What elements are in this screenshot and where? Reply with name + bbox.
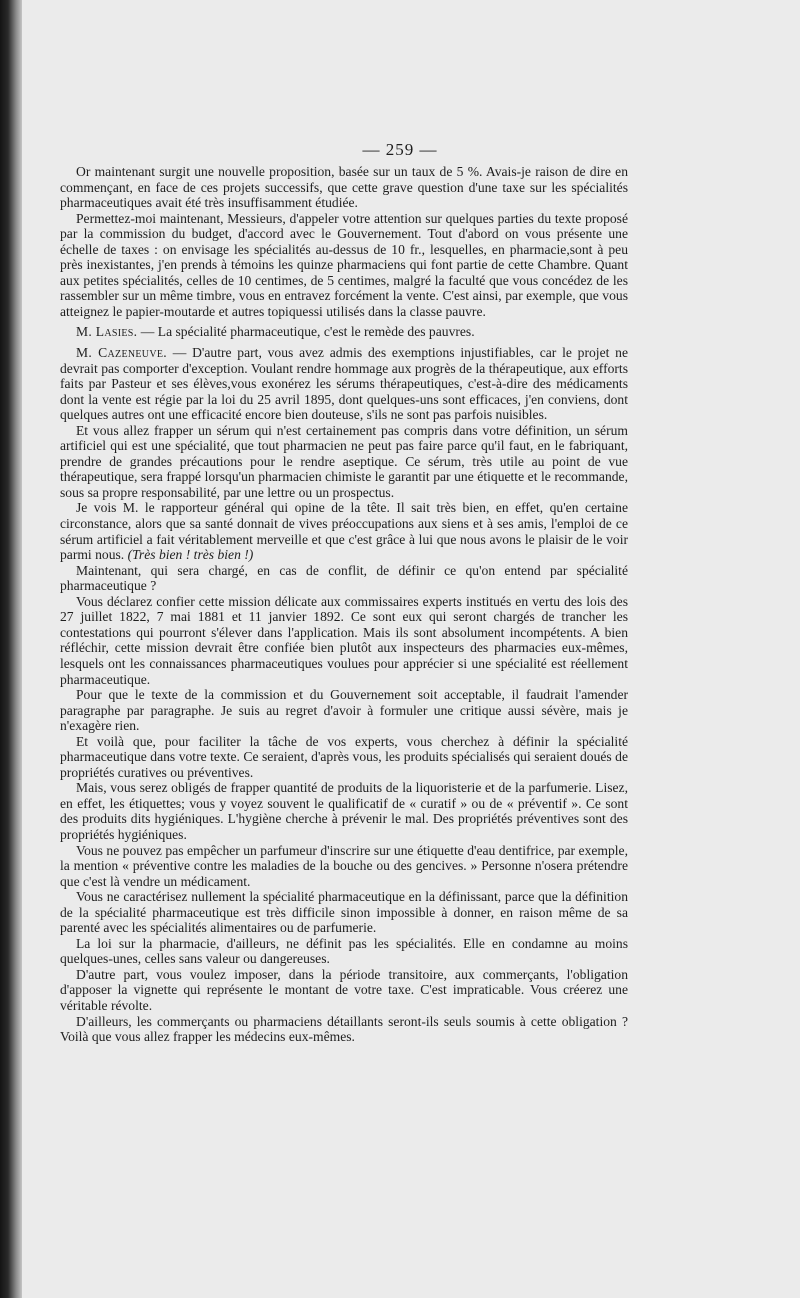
paragraph: La loi sur la pharmacie, d'ailleurs, ne définit pas les spécialités. Elle en condamne au moins quelques-unes, celles sans valeur ou dangereuses. xyxy=(60,935,628,967)
paragraph: Mais, vous serez obligés de frapper quantité de produits de la liquoristerie et de la parfumerie. Lisez, en effet, les étiquettes; vous y voyez souvent le qualificatif de « curatif » ou de « préventif ». Ce sont des produits dits hygiéniques. L'hygiène cherche à prévenir le mal. Des propriétés préventives sont des propriétés hygiéniques. xyxy=(60,780,628,842)
book-binding-edge xyxy=(0,0,24,1298)
paragraph: Et voilà que, pour faciliter la tâche de vos experts, vous cherchez à définir la spécialité pharmaceutique dans votre texte. Ce seraient, d'après vous, les produits spécialisés qui seraient doués de propriétés curatives ou préventives. xyxy=(60,733,628,780)
paragraph: Et vous allez frapper un sérum qui n'est certainement pas compris dans votre définition, un sérum artificiel qui est une spécialité, que tout pharmacien ne peut pas faire parce qu'il faut, en le fabriquant, prendre de grandes précautions pour le rendre aseptique. Ce sérum, très utile au point de vue thérapeutique, sera frappé lorsqu'un pharmacien chimiste le garantit par une étiquette et le recommande, sous sa propre responsabilité, par une lettre ou un prospectus. xyxy=(60,422,628,500)
paragraph: Vous déclarez confier cette mission délicate aux commissaires experts institués en vertu des lois des 27 juillet 1822, 7 mai 1881 et 11 janvier 1892. Ce sont eux qui seront chargés de trancher les contestations qui pourront s'élever dans l'application. Mais ils sont absolument incompétents. A bien réfléchir, cette mission devrait être confiée bien plutôt aux inspecteurs des pharmacies eux-mêmes, lesquels ont les connaissances pharmaceutiques voulues pour apprécier si une spécialité est réellement pharmaceutique. xyxy=(60,593,628,687)
applause-note: (Très bien ! très bien !) xyxy=(127,547,254,563)
body-text xyxy=(60,164,628,1045)
paragraph: Permettez-moi maintenant, Messieurs, d'appeler votre attention sur quelques parties du texte proposé par la commission du budget, d'accord avec le Gouvernement. Tout d'abord on vous présente une échelle de taxes : on envisage les spécialités au-dessus de 10 fr., lesquelles, en pharmacie,sont à peu près inexistantes, j'en prends à témoins les quinze pharmaciens qui font partie de cette Chambre. Quant aux petites spécialités, celles de 10 centimes, de 5 centimes, malgré la faculté que vous concédez de les rassembler sur un même timbre, vous en entravez forcément la vente. C'est ainsi, par exemple, que vous atteignez le papier-moutarde et autres topiquessi utilisés dans la classe pauvre. xyxy=(60,210,628,319)
paragraph: Vous ne pouvez pas empêcher un parfumeur d'inscrire sur une étiquette d'eau dentifrice, par exemple, la mention « préventive contre les maladies de la bouche ou des gencives. » Personne n'osera prétendre que c'est là vendre un médicament. xyxy=(60,842,628,889)
paragraph: Je vois M. le rapporteur général qui opine de la tête. Il sait très bien, en effet, qu'en certaine circonstance, alors que sa santé donnait de vives préoccupations aux siens et à ses amis, l'emploi de ce sérum artificiel a fait véritablement merveille et que c'est grâce à lui que nous avons le plaisir de le voir parmi nous. (Très bien ! très bien !) xyxy=(60,500,628,563)
paragraph: D'autre part, vous voulez imposer, dans la période transitoire, aux commerçants, l'obligation d'apposer la vignette qui représente le montant de votre taxe. C'est impraticable. Vous créerez une véritable révolte. xyxy=(60,966,628,1013)
paragraph: Maintenant, qui sera chargé, en cas de conflit, de définir ce qu'on entend par spécialité pharmaceutique ? xyxy=(60,562,628,594)
paragraph: D'ailleurs, les commerçants ou pharmaciens détaillants seront-ils seuls soumis à cette obligation ? Voilà que vous allez frapper les médecins eux-mêmes. xyxy=(60,1013,628,1045)
paragraph: Or maintenant surgit une nouvelle proposition, basée sur un taux de 5 %. Avais-je raison de dire en commençant, en face de ces projets successifs, que cette grave question d'une taxe sur les spécialités pharmaceutiques avait été très insuffisamment étudiée. xyxy=(60,164,628,211)
speaker-name: M. Lasies. xyxy=(76,324,138,340)
paragraph: Vous ne caractérisez nullement la spécialité pharmaceutique en la définissant, parce que la définition de la spécialité pharmaceutique est très difficile sinon impossible à donner, en raison même de sa parenté avec les spécialités alimentaires ou de parfumerie. xyxy=(60,889,628,936)
speaker-name: M. Cazeneuve. xyxy=(76,345,167,361)
page-number: — 259 — xyxy=(362,140,438,159)
paragraph: Pour que le texte de la commission et du Gouvernement soit acceptable, il faudrait l'amender paragraphe par paragraphe. Je suis au regret d'avoir à formuler une critique aussi sévère, mais je n'exagère rien. xyxy=(60,687,628,734)
paragraph: M. Cazeneuve. — D'autre part, vous avez admis des exemptions injustifiables, car le projet ne devrait pas comporter d'exception. Voulant rendre hommage aux progrès de la thérapeutique, aux efforts faits par Pasteur et ses élèves,vous exonérez les sérums thérapeutiques, c'est-à-dire des médicaments dont la vente est régie par la loi du 25 avril 1895, dont quelques-uns sont efficaces, j'en conviens, dont quelques autres ont une efficacité encore bien douteuse, s'ils ne sont pas parfois nuisibles. xyxy=(60,345,628,423)
paragraph: M. Lasies. — La spécialité pharmaceutique, c'est le remède des pauvres. xyxy=(76,324,475,340)
